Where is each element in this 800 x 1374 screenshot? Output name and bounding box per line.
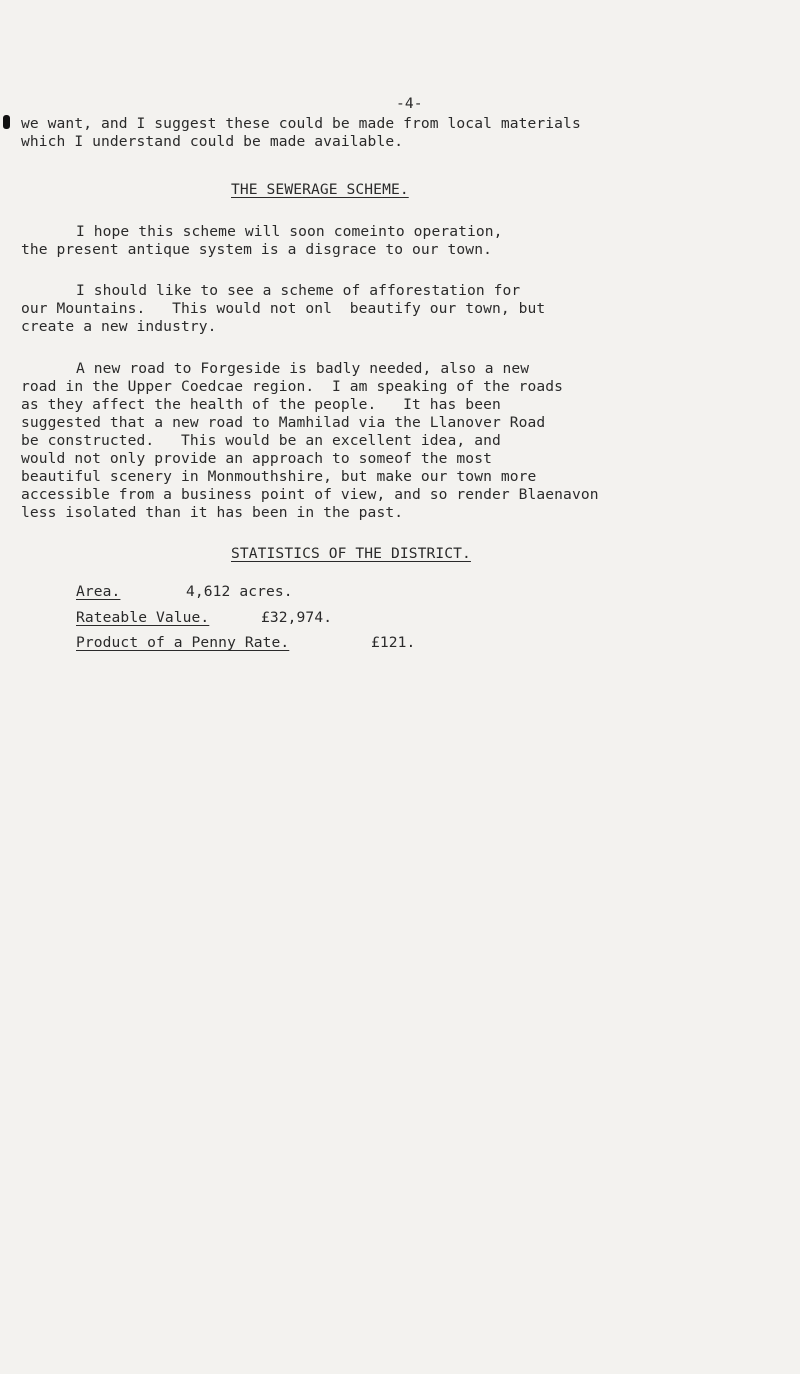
binder-hole-mark [3, 115, 10, 129]
sewerage-line-2: the present antique system is a disgrace to our town. [21, 241, 492, 258]
sewerage-line-1: I hope this scheme will soon comeinto operation, [76, 223, 503, 240]
roads-line-9: less isolated than it has been in the past. [21, 504, 404, 521]
roads-line-6: would not only provide an approach to someof the most [21, 450, 492, 467]
statistics-heading: STATISTICS OF THE DISTRICT. [231, 545, 471, 562]
stat-rateable-value-label: Rateable Value. [76, 609, 210, 626]
afforestation-line-3: create a new industry. [21, 318, 217, 335]
roads-line-4: suggested that a new road to Mamhilad via the Llanover Road [21, 414, 546, 431]
opening-line-2: which I understand could be made available. [21, 133, 404, 150]
page-number: -4- [396, 95, 423, 112]
opening-line-1: we want, and I suggest these could be made from local materials [21, 115, 581, 132]
roads-line-3: as they affect the health of the people. It has been [21, 396, 501, 413]
stat-penny-rate-value: £121. [371, 634, 416, 651]
sewerage-heading: THE SEWERAGE SCHEME. [231, 181, 409, 198]
stat-area-value: 4,612 acres. [186, 583, 293, 600]
roads-line-7: beautiful scenery in Monmouthshire, but make our town more [21, 468, 537, 485]
roads-line-2: road in the Upper Coedcae region. I am speaking of the roads [21, 378, 564, 395]
stat-penny-rate-label: Product of a Penny Rate. [76, 634, 290, 651]
stat-area-label: Area. [76, 583, 121, 600]
afforestation-line-1: I should like to see a scheme of afforestation for [76, 282, 521, 299]
stat-rateable-value-value: £32,974. [261, 609, 333, 626]
roads-line-8: accessible from a business point of view, and so render Blaenavon [21, 486, 599, 503]
afforestation-line-2: our Mountains. This would not onl beautify our town, but [21, 300, 546, 317]
roads-line-1: A new road to Forgeside is badly needed, also a new [76, 360, 530, 377]
roads-line-5: be constructed. This would be an excellent idea, and [21, 432, 501, 449]
